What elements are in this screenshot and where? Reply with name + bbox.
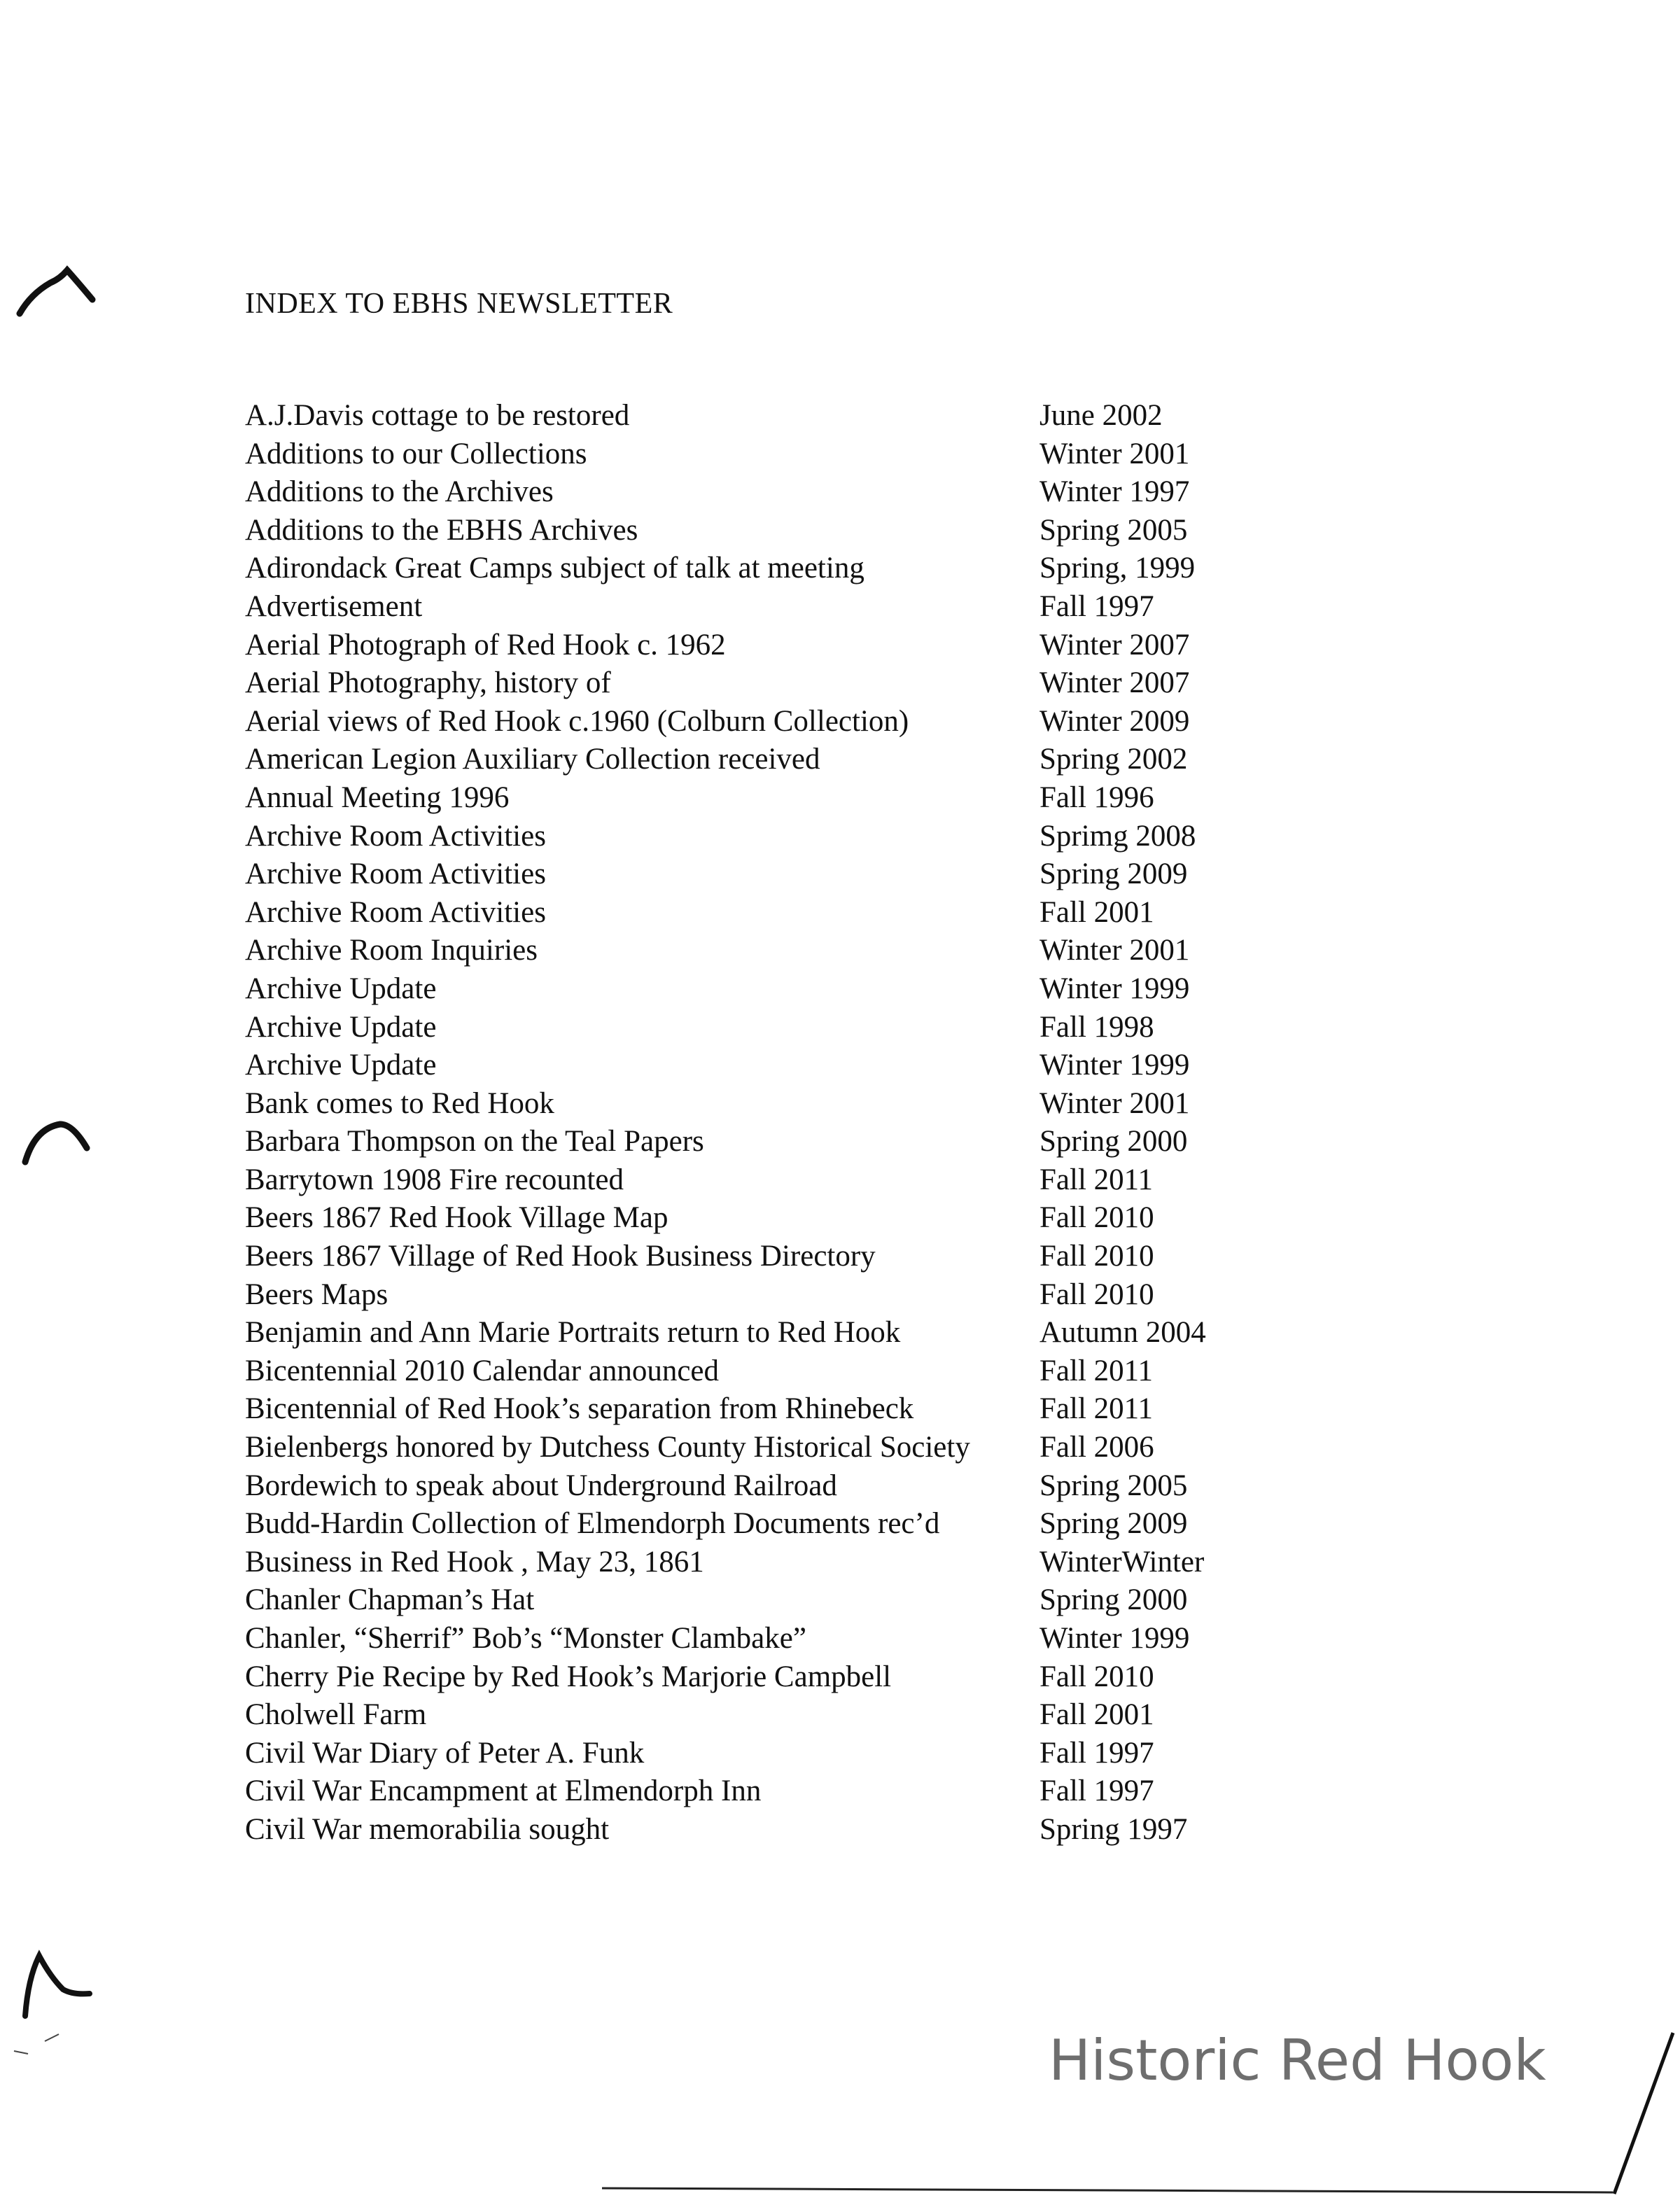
entry-issue: Winter 2007 [1040,666,1190,700]
entry-topic: Chanler Chapman’s Hat [245,1583,535,1617]
index-entry [245,1581,1267,1619]
entry-issue: Fall 1998 [1040,1010,1154,1044]
entry-topic: Archive Update [245,1010,437,1044]
entry-topic: Budd-Hardin Collection of Elmendorph Documents rec’d [245,1507,940,1541]
index-entry [245,549,1267,587]
entry-topic: Advertisement [245,589,423,623]
index-entry [245,1237,1267,1275]
index-entry [245,1161,1267,1199]
entry-issue: WinterWinter [1040,1545,1205,1578]
entry-issue: Fall 2011 [1040,1392,1154,1426]
index-entry [245,702,1267,741]
index-entry [245,1428,1267,1466]
entry-issue: Spring, 1999 [1040,552,1196,585]
entry-issue: Winter 2001 [1040,437,1190,470]
entry-issue: Sprimg 2008 [1040,819,1196,853]
punch-hole-mark-top [20,270,92,314]
entry-issue: Spring 2005 [1040,513,1188,547]
index-entry [245,1658,1267,1696]
entry-topic: Adirondack Great Camps subject of talk at meeting [245,552,864,585]
entry-topic: Beers Maps [245,1278,388,1311]
entry-topic: Aerial Photography, history of [245,666,611,700]
entry-topic: Civil War Diary of Peter A. Funk [245,1736,645,1770]
entry-issue: Autumn 2004 [1040,1316,1206,1350]
index-entry [245,1772,1267,1810]
index-entry [245,435,1267,473]
index-entry [245,1466,1267,1505]
entry-issue: Winter 1999 [1040,972,1190,1005]
index-entry [245,1352,1267,1390]
entry-issue: Fall 2010 [1040,1240,1154,1273]
index-entry [245,1810,1267,1849]
entry-topic: Archive Room Activities [245,858,546,891]
index-entry [245,1504,1267,1543]
entry-topic: Barbara Thompson on the Teal Papers [245,1125,704,1158]
index-entry [245,1275,1267,1314]
entry-issue: Fall 1997 [1040,1736,1154,1770]
entry-topic: Beers 1867 Village of Red Hook Business Directory [245,1240,876,1273]
entry-issue: Spring 1997 [1040,1812,1188,1846]
index-entry [245,472,1267,511]
index-entry [245,587,1267,626]
entry-topic: Cholwell Farm [245,1698,427,1732]
entry-topic: Aerial views of Red Hook c.1960 (Colburn Collection) [245,704,909,738]
entry-issue: Fall 2010 [1040,1278,1154,1311]
entry-topic: Archive Room Inquiries [245,934,538,967]
entry-topic: Archive Update [245,1049,437,1082]
entry-topic: Civil War Encampment at Elmendorph Inn [245,1774,762,1808]
entry-topic: Civil War memorabilia sought [245,1812,610,1846]
entry-issue: Fall 2010 [1040,1201,1154,1235]
page-title: INDEX TO EBHS NEWSLETTER [245,288,673,320]
punch-hole-mark-bottom [25,1956,90,2016]
index-entry [245,1734,1267,1772]
entry-topic: Bordewich to speak about Underground Railroad [245,1469,837,1502]
index-entry [245,855,1267,893]
index-entry [245,396,1267,435]
entry-topic: Benjamin and Ann Marie Portraits return to Red Hook [245,1316,901,1350]
entry-issue: Winter 2001 [1040,1086,1190,1120]
index-entry [245,1695,1267,1734]
punch-hole-mark-middle [25,1124,87,1162]
entry-issue: Spring 2009 [1040,1507,1188,1541]
entry-issue: Fall 2006 [1040,1431,1154,1464]
index-entry [245,1198,1267,1237]
entry-issue: June 2002 [1040,399,1163,432]
index-entry [245,931,1267,969]
entry-issue: Fall 2011 [1040,1163,1154,1196]
entry-topic: Bicentennial of Red Hook’s separation from Rhinebeck [245,1392,914,1426]
entry-issue: Winter 1997 [1040,475,1190,509]
entry-topic: Cherry Pie Recipe by Red Hook’s Marjorie Campbell [245,1660,892,1693]
entry-topic: Additions to the EBHS Archives [245,513,638,547]
index-entry [245,1046,1267,1084]
index-entry [245,1543,1267,1581]
index-entry [245,1122,1267,1161]
entry-topic: Archive Update [245,972,437,1005]
index-entry [245,1008,1267,1046]
index-entry [245,1313,1267,1352]
entry-topic: Chanler, “Sherrif” Bob’s “Monster Clambake” [245,1622,806,1655]
page-bottom-edge [602,2188,1613,2192]
index-entry [245,511,1267,550]
entry-issue: Spring 2005 [1040,1469,1188,1502]
entry-issue: Winter 2009 [1040,704,1190,738]
entry-topic: Bank comes to Red Hook [245,1086,554,1120]
entry-topic: Bielenbergs honored by Dutchess County Historical Society [245,1431,970,1464]
entry-topic: A.J.Davis cottage to be restored [245,399,630,432]
entry-issue: Winter 1999 [1040,1049,1190,1082]
index-entry [245,664,1267,702]
entry-topic: Archive Room Activities [245,895,546,929]
index-entry [245,626,1267,664]
scan-speck [14,2034,59,2054]
index-entry [245,1619,1267,1658]
entry-issue: Fall 2010 [1040,1660,1154,1693]
entry-issue: Spring 2002 [1040,743,1188,776]
entry-issue: Fall 2011 [1040,1354,1154,1387]
index-entry [245,893,1267,932]
entry-issue: Fall 1997 [1040,1774,1154,1808]
watermark: Historic Red Hook [1049,2028,1546,2093]
entry-issue: Spring 2000 [1040,1583,1188,1617]
entry-issue: Winter 2007 [1040,628,1190,662]
entry-issue: Spring 2009 [1040,858,1188,891]
index-entry [245,817,1267,855]
index-entry [245,969,1267,1008]
index-entry [245,1390,1267,1428]
entry-topic: Bicentennial 2010 Calendar announced [245,1354,720,1387]
entry-issue: Fall 2001 [1040,1698,1154,1732]
index-entry [245,740,1267,778]
index-entry [245,1084,1267,1123]
entry-topic: Additions to our Collections [245,437,587,470]
entry-issue: Spring 2000 [1040,1125,1188,1158]
entry-topic: Annual Meeting 1996 [245,780,510,814]
entry-issue: Fall 2001 [1040,895,1154,929]
entry-topic: Aerial Photograph of Red Hook c. 1962 [245,628,726,662]
index-list [245,396,1267,1849]
entry-issue: Winter 2001 [1040,934,1190,967]
entry-issue: Fall 1996 [1040,780,1154,814]
entry-topic: Additions to the Archives [245,475,554,509]
entry-topic: Barrytown 1908 Fire recounted [245,1163,624,1196]
entry-topic: American Legion Auxiliary Collection received [245,743,820,776]
page-edge-line [1614,2033,1673,2194]
entry-issue: Winter 1999 [1040,1622,1190,1655]
entry-topic: Archive Room Activities [245,819,546,853]
entry-topic: Business in Red Hook , May 23, 1861 [245,1545,704,1578]
entry-topic: Beers 1867 Red Hook Village Map [245,1201,668,1235]
entry-issue: Fall 1997 [1040,589,1154,623]
index-entry [245,778,1267,817]
